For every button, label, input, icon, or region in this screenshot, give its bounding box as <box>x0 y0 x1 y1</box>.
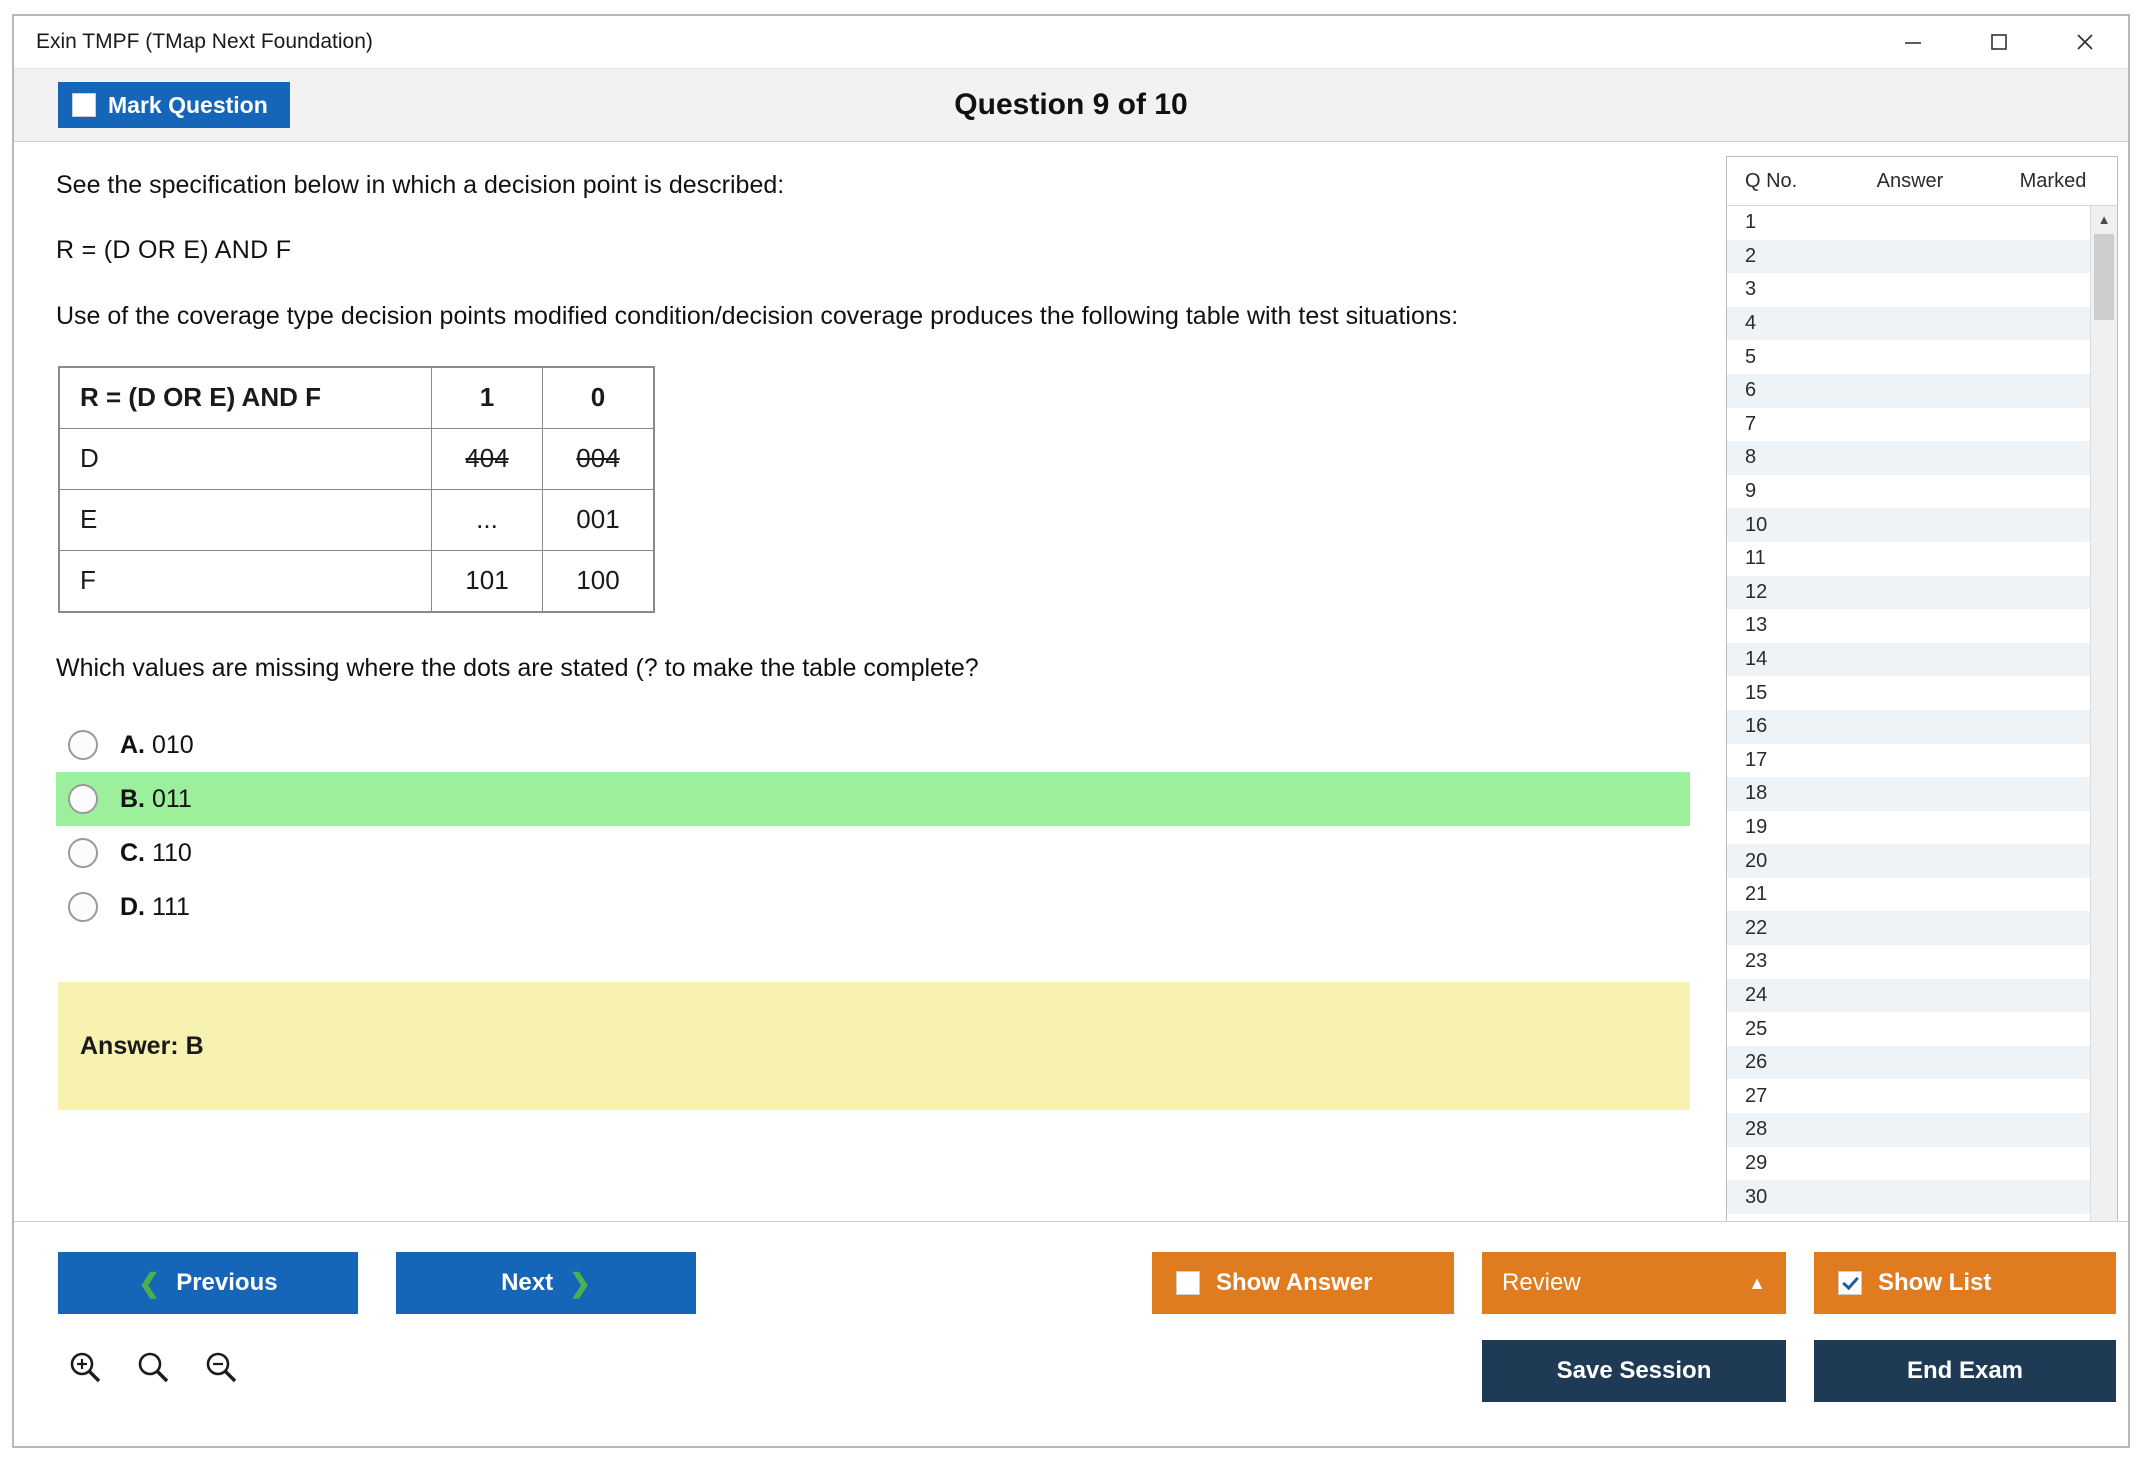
table-row-label: D <box>59 428 432 489</box>
question-list-row[interactable]: 11 <box>1745 547 1766 570</box>
option-b-label: B. 011 <box>120 784 192 813</box>
question-list-row[interactable]: 6 <box>1727 374 2090 408</box>
table-cell-f-zero: 100 <box>543 550 655 612</box>
column-header-answer: Answer <box>1876 169 1944 192</box>
table-row <box>59 428 654 489</box>
minimize-icon[interactable] <box>1870 16 1956 68</box>
question-list-row[interactable]: 4 <box>1727 307 2090 341</box>
show-answer-checkbox[interactable] <box>1176 1271 1200 1295</box>
table-cell-e-one: ... <box>432 489 543 550</box>
answer-box <box>58 982 1690 1110</box>
question-list-row[interactable]: 17 <box>1745 748 1768 771</box>
mark-question-button[interactable] <box>58 82 290 128</box>
show-answer-label: Show Answer <box>1216 1269 1373 1296</box>
footer-toolbar <box>14 1221 2128 1446</box>
mark-question-label: Mark Question <box>108 91 268 118</box>
radio-a[interactable] <box>68 730 98 760</box>
show-list-checkbox[interactable] <box>1838 1271 1862 1295</box>
question-intro: See the specification below in which a decision point is described: <box>56 171 785 199</box>
radio-b[interactable] <box>68 784 98 814</box>
table-row <box>59 489 654 550</box>
option-a-label: A. 010 <box>120 730 194 759</box>
option-b[interactable] <box>56 772 1690 826</box>
zoom-tools <box>62 1344 244 1390</box>
question-list-row[interactable]: 3 <box>1745 278 1757 301</box>
review-dropdown[interactable] <box>1482 1252 1786 1314</box>
question-list-row[interactable]: 21 <box>1745 883 1768 906</box>
title-bar <box>14 16 2128 69</box>
option-c-label: C. 110 <box>120 838 192 867</box>
window-controls <box>1870 16 2128 68</box>
question-list-row[interactable]: 18 <box>1727 777 2090 811</box>
chevron-up-icon: ▲ <box>1748 1272 1766 1293</box>
mark-question-checkbox[interactable] <box>72 93 96 117</box>
question-counter: Question 9 of 10 <box>954 88 1188 121</box>
question-list-row[interactable]: 5 <box>1745 345 1757 368</box>
question-list-row[interactable]: 1 <box>1745 211 1757 234</box>
question-rows[interactable] <box>1727 206 2090 1237</box>
option-a[interactable] <box>56 718 1690 772</box>
option-d[interactable] <box>56 880 1690 934</box>
question-list-header <box>1727 157 2117 206</box>
table-cell-f-one: 101 <box>432 550 543 612</box>
question-prompt: Which values are missing where the dots are stated (? to make the table complete? <box>56 653 979 682</box>
question-spec: R = (D OR E) AND F <box>56 236 292 265</box>
maximize-icon[interactable] <box>1956 16 2042 68</box>
question-list-row[interactable]: 24 <box>1727 979 2090 1013</box>
table-cell-e-zero: 001 <box>543 489 655 550</box>
show-list-label: Show List <box>1878 1269 1992 1296</box>
table-row <box>59 550 654 612</box>
close-icon[interactable] <box>2042 16 2128 68</box>
table-header-zero: 0 <box>543 367 655 429</box>
table-row-label: F <box>59 550 432 612</box>
option-d-label: D. 111 <box>120 892 190 921</box>
header-strip <box>14 69 2128 142</box>
next-label: Next <box>501 1269 554 1296</box>
option-c[interactable] <box>56 826 1690 880</box>
answer-options <box>56 718 1690 934</box>
scrollbar-thumb[interactable] <box>2094 234 2114 320</box>
previous-button[interactable] <box>58 1252 358 1314</box>
decision-table <box>58 366 655 613</box>
end-exam-label: End Exam <box>1906 1357 2024 1384</box>
question-list-row[interactable]: 2 <box>1727 240 2090 274</box>
show-list-button[interactable] <box>1814 1252 2116 1314</box>
table-cell-d-zero: 004 <box>543 428 655 489</box>
table-header-one: 1 <box>432 367 543 429</box>
column-header-qno: Q No. <box>1745 169 1798 192</box>
table-header-row <box>59 367 654 429</box>
question-list-row[interactable]: 15 <box>1745 681 1768 704</box>
zoom-in-icon[interactable] <box>62 1344 108 1390</box>
question-list-panel <box>1726 156 2118 1238</box>
zoom-out-icon[interactable] <box>198 1344 244 1390</box>
show-answer-button[interactable] <box>1152 1252 1454 1314</box>
question-list-row[interactable]: 12 <box>1727 576 2090 610</box>
question-list-row[interactable]: 20 <box>1727 844 2090 878</box>
chevron-right-icon: ❯ <box>569 1267 591 1298</box>
previous-label: Previous <box>176 1269 278 1296</box>
question-list-row[interactable]: 22 <box>1727 911 2090 945</box>
question-list-row[interactable]: 23 <box>1745 950 1768 973</box>
radio-d[interactable] <box>68 892 98 922</box>
window-title: Exin TMPF (TMap Next Foundation) <box>36 30 373 53</box>
question-list-row[interactable]: 28 <box>1727 1113 2090 1147</box>
question-list-row[interactable]: 16 <box>1727 710 2090 744</box>
save-session-label: Save Session <box>1556 1357 1712 1384</box>
radio-c[interactable] <box>68 838 98 868</box>
zoom-icon[interactable] <box>130 1344 176 1390</box>
question-list-row[interactable]: 29 <box>1745 1151 1768 1174</box>
question-list-row[interactable]: 30 <box>1727 1180 2090 1214</box>
column-header-marked: Marked <box>2019 169 2087 192</box>
question-pane <box>14 142 1726 1221</box>
table-cell-d-one: 404 <box>432 428 543 489</box>
question-list-row[interactable]: 19 <box>1745 815 1768 838</box>
list-scrollbar[interactable] <box>2090 206 2117 1237</box>
exam-window <box>12 14 2130 1448</box>
answer-text: Answer: B <box>80 1031 204 1060</box>
table-row-label: E <box>59 489 432 550</box>
next-button[interactable] <box>396 1252 696 1314</box>
question-list-row[interactable]: 10 <box>1727 508 2090 542</box>
question-list-body <box>1727 206 2117 1237</box>
body-area <box>14 142 2128 1221</box>
question-list-row[interactable]: 9 <box>1745 480 1757 503</box>
review-label: Review <box>1502 1269 1581 1296</box>
question-list-row[interactable]: 27 <box>1745 1084 1768 1107</box>
end-exam-button[interactable] <box>1814 1340 2116 1402</box>
question-list-row[interactable]: 14 <box>1727 643 2090 677</box>
table-header-expression: R = (D OR E) AND F <box>59 367 432 429</box>
chevron-left-icon: ❮ <box>138 1267 161 1298</box>
question-coverage-text: Use of the coverage type decision points modified condition/decision coverage produces the following table with test situations: <box>56 301 1459 330</box>
question-list-row[interactable]: 13 <box>1745 614 1768 637</box>
save-session-button[interactable] <box>1482 1340 1786 1402</box>
question-list-row[interactable]: 25 <box>1745 1017 1768 1040</box>
question-list-row[interactable]: 8 <box>1727 441 2090 475</box>
scroll-up-icon[interactable]: ▲ <box>2097 211 2111 227</box>
question-list-row[interactable]: 7 <box>1745 412 1757 435</box>
question-list-row[interactable]: 26 <box>1727 1046 2090 1080</box>
